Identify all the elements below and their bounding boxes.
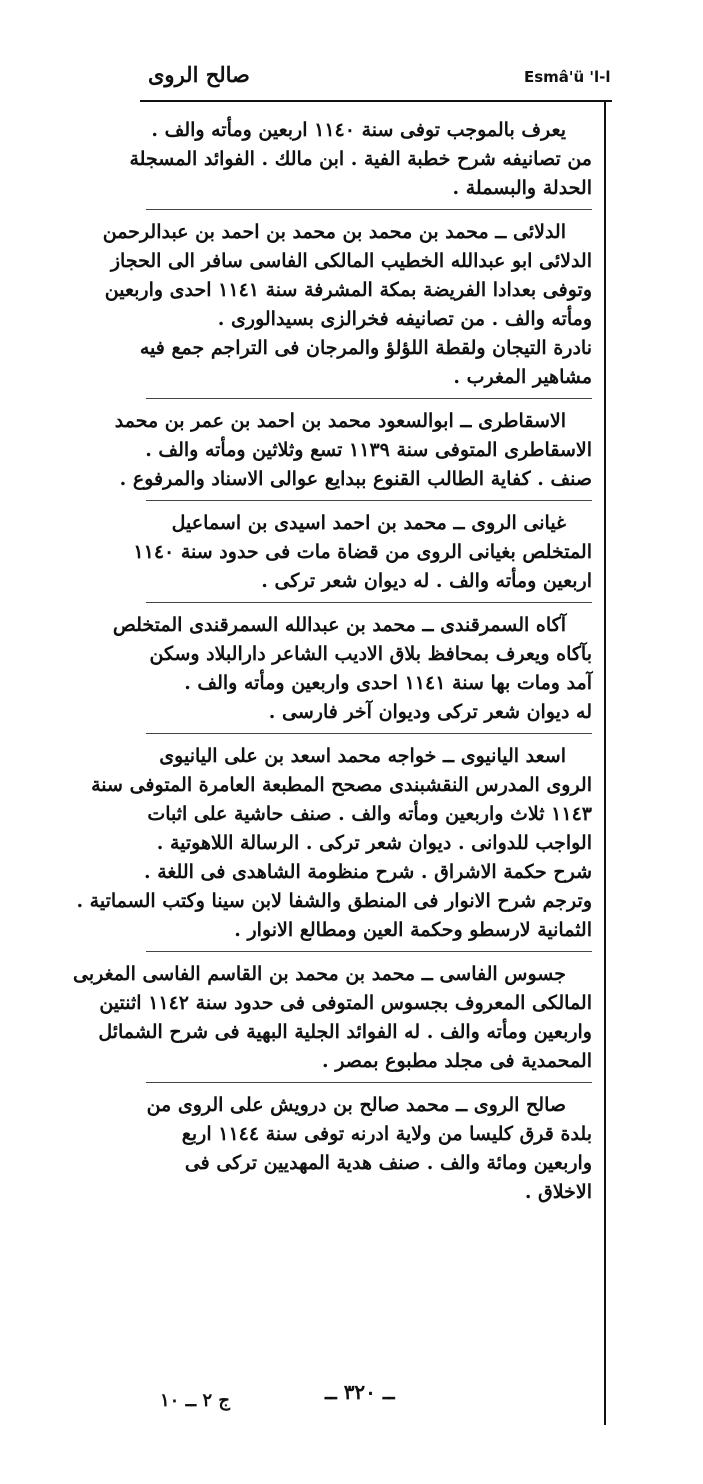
entry-text-line: المالكى المعروف بجسوس المتوفى فى حدود سنة ١١٤٢ اثنتين [99, 992, 592, 1014]
margin-rule [604, 100, 606, 1425]
entry-heading-line: الاسقاطرى ــ ابوالسعود محمد بن احمد بن عمر بن محمد [114, 410, 566, 432]
entry-text-line: الدلائى ابو عبدالله الخطيب المالكى الفاسى سافر الى الحجاز [110, 250, 592, 272]
entry-heading-line: الدلائى ــ محمد بن محمد بن محمد بن احمد بن عبدالرحمن [102, 221, 566, 243]
page-number: ــ ٣٢٠ ــ [325, 1380, 395, 1404]
biography-entry [146, 1082, 592, 1207]
entry-text-line: المحمدية فى مجلد مطبوع بمصر . [322, 1050, 592, 1072]
biography-entry [112, 602, 592, 727]
entry-text-line: شرح حكمة الاشراق . شرح منظومة الشاهدى فى اللغة . [143, 861, 592, 883]
biography-entry [102, 209, 592, 392]
biography-entry [76, 733, 592, 945]
volume-signature: ج ٢ ــ ١٠ [160, 1390, 230, 1411]
entry-heading-line: آكاه السمرقندى ــ محمد بن عبدالله السمرقندى المتخلص [112, 614, 566, 636]
entry-text-line: له ديوان شعر تركى وديوان آخر فارسى . [268, 701, 592, 723]
running-header-transliteration: Esmâ'ü 'l-l [524, 68, 611, 86]
entry-text-line: آمد ومات بها سنة ١١٤١ احدى واربعين ومأته والف . [184, 672, 592, 694]
entry-text-line: واربعين ومأته والف . له الفوائد الجلية البهية فى شرح الشمائل [98, 1021, 592, 1043]
entry-text-line: صنف . كفاية الطالب القنوع ببدايع عوالى الاسناد والمرفوع . [119, 468, 592, 490]
biography-entry [73, 951, 592, 1076]
entries-column [73, 116, 592, 1207]
entry-heading-line: اسعد اليانيوى ــ خواجه محمد اسعد بن على اليانيوى [159, 745, 566, 767]
entry-heading-line: صالح الروى ــ محمد صالح بن درويش على الروى من [146, 1094, 566, 1116]
entry-text-line: ١١٤٣ ثلاث واربعين ومأته والف . صنف حاشية على اثبات [147, 803, 592, 825]
entry-text-line: اربعين ومأته والف . له ديوان شعر تركى . [261, 570, 592, 592]
entry-heading-line: يعرف بالموجب توفى سنة ١١٤٠ اربعين ومأته والف . [151, 119, 566, 141]
entry-text-line: واربعين ومائة والف . صنف هدية المهديين تركى فى [184, 1152, 592, 1174]
entry-text-line: الاخلاق . [524, 1181, 592, 1203]
entry-text-line: من تصانيفه شرح خطبة الفية . ابن مالك . الفوائد المسجلة [129, 148, 592, 170]
entry-text-line: بآكاه ويعرف بمحافظ بلاق الاديب الشاعر دارالبلاد وسكن [149, 643, 592, 665]
biography-entry [114, 398, 592, 494]
biography-entry [133, 500, 592, 596]
entry-text-line: نادرة التيجان ولقطة اللؤلؤ والمرجان فى التراجم جمع فيه [139, 337, 592, 359]
entry-text-line: الثمانية لارسطو وحكمة العين ومطالع الانوار . [234, 919, 592, 941]
entry-text-line: الروى المدرس النقشبندى مصحح المطبعة العامرة المتوفى سنة [91, 774, 592, 796]
entry-text-line: الواجب للدوانى . ديوان شعر تركى . الرسالة اللاهوتية . [156, 832, 592, 854]
header-rule [140, 100, 612, 102]
entry-heading-line: غيانى الروى ــ محمد بن احمد اسيدى بن اسماعيل [171, 512, 566, 534]
entry-text-line: بلدة قرق كليسا من ولاية ادرنه توفى سنة ١١٤٤ اربع [181, 1123, 592, 1145]
entry-text-line: الحدلة والبسملة . [452, 177, 592, 199]
entry-text-line: المتخلص بغيانى الروى من قضاة مات فى حدود سنة ١١٤٠ [133, 541, 592, 563]
entry-text-line: وترجم شرح الانوار فى المنطق والشفا لابن سينا وكتب السماتية . [76, 890, 592, 912]
entry-text-line: الاسقاطرى المتوفى سنة ١١٣٩ تسع وثلاثين ومأته والف . [145, 439, 592, 461]
entry-heading-line: جسوس الفاسى ــ محمد بن محمد بن القاسم الفاسى المغربى [73, 963, 566, 985]
running-header-arabic: صالح الروى [148, 62, 250, 87]
entry-text-line: مشاهير المغرب . [453, 366, 592, 388]
biography-entry [129, 116, 592, 203]
entry-text-line: ومأته والف . من تصانيفه فخرالزى بسيدالورى . [217, 308, 592, 330]
entry-text-line: وتوفى بعدادا الفريضة بمكة المشرفة سنة ١١٤١ احدى واربعين [104, 279, 592, 301]
